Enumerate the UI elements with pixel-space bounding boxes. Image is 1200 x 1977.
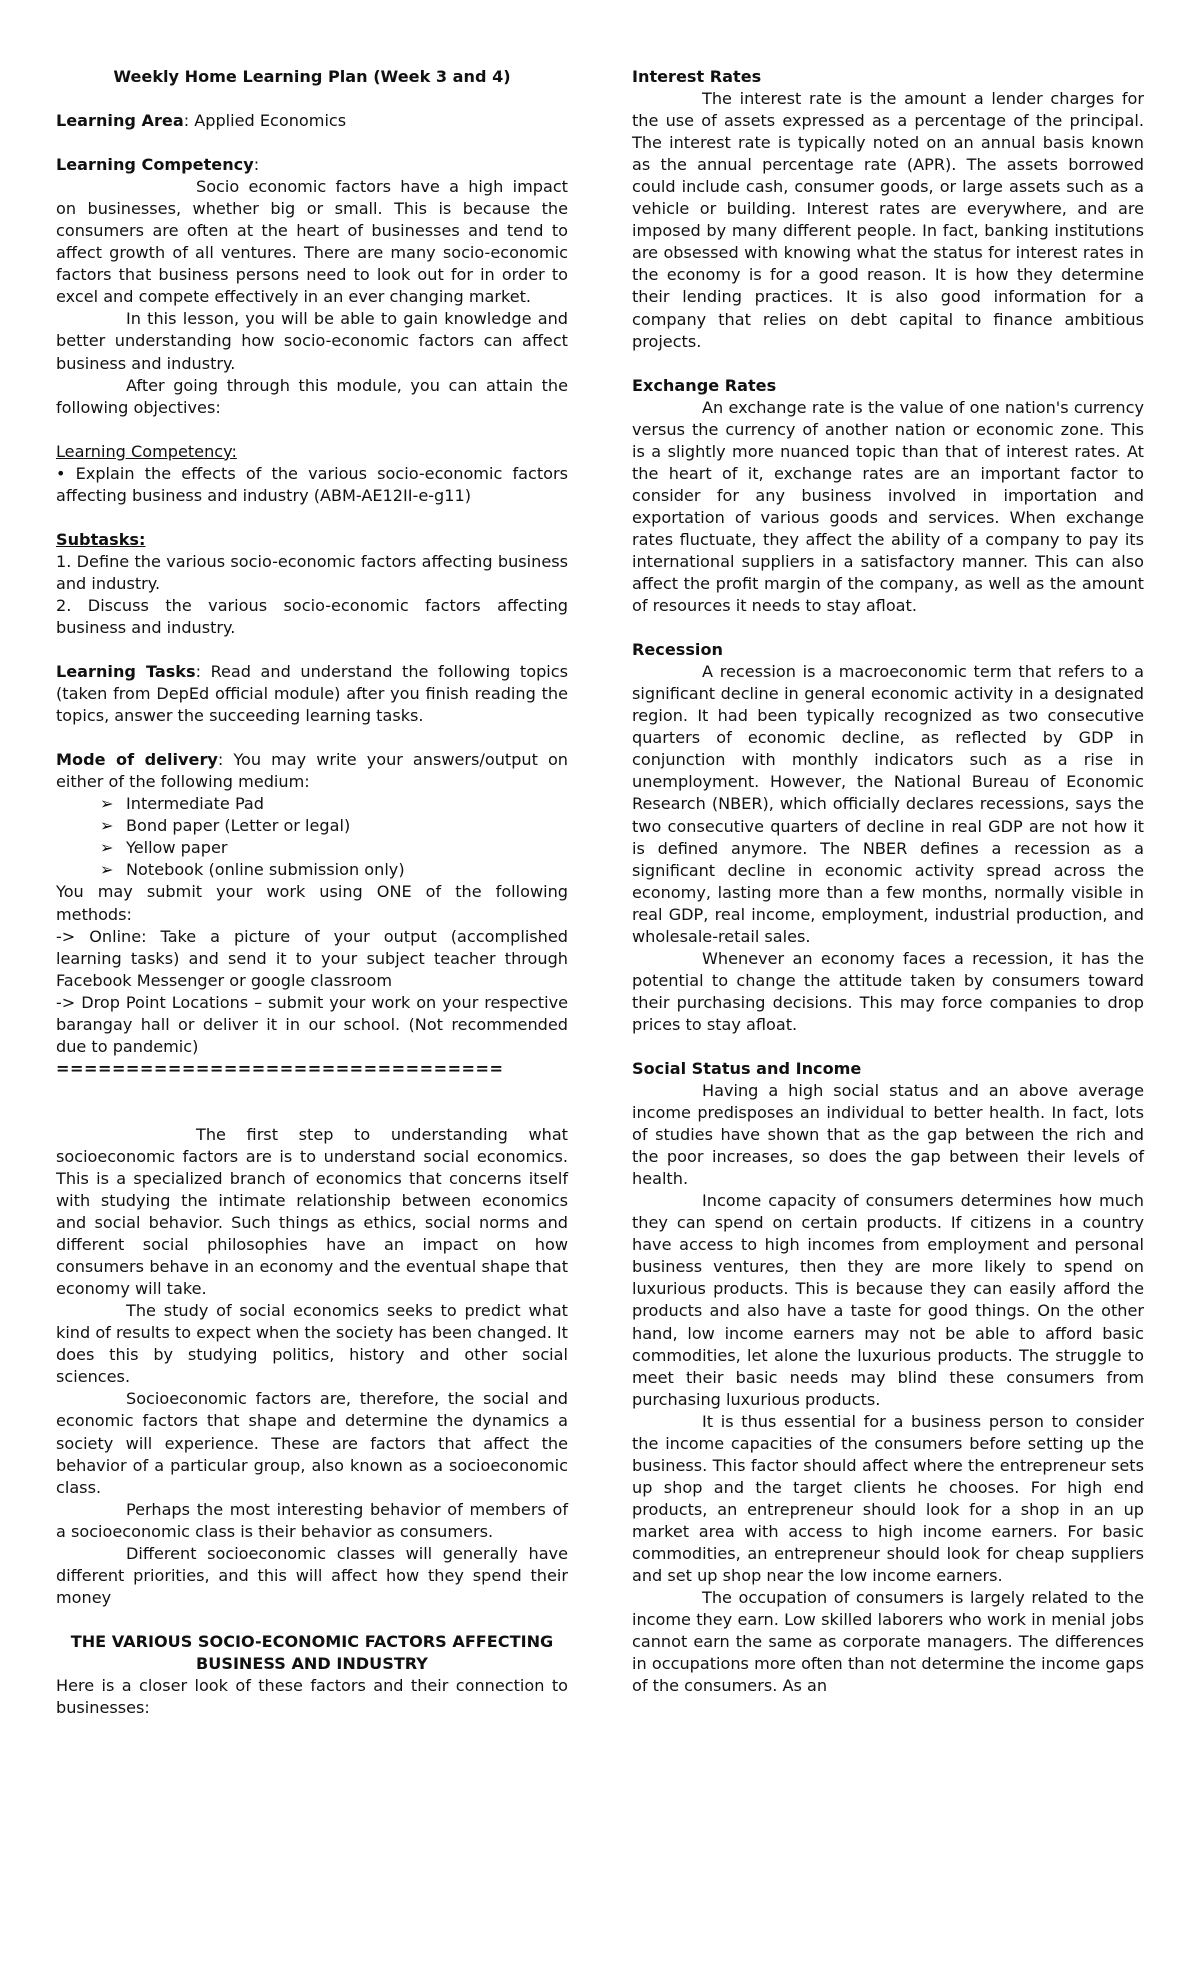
intro-paragraph-4: Perhaps the most interesting behavior of members of a socioeconomic class is their behavior as consumers. bbox=[56, 1499, 568, 1541]
learning-competency-heading bbox=[56, 154, 568, 176]
subtask-item: 1. Define the various socio-economic factors affecting business and industry. bbox=[56, 551, 568, 593]
section-heading-line-2: BUSINESS AND INDUSTRY bbox=[196, 1653, 428, 1673]
learning-area bbox=[56, 110, 568, 132]
exchange-rates-paragraph: An exchange rate is the value of one nation's currency versus the currency of another nation or economic zone. This is a slightly more nuanced topic than that of interest rates. At the heart of it, exchange rates are an important factor to consider for any business involved in importation and exportation of various goods and services. When exchange rates fluctuate, they affect the ability of a company to pay its international suppliers in a satisfactory manner. This can also affect the profit margin of the company, as well as the amount of resources it needs to stay afloat. bbox=[632, 397, 1144, 616]
learning-tasks-paragraph bbox=[56, 661, 568, 727]
page-title: Weekly Home Learning Plan (Week 3 and 4) bbox=[113, 67, 511, 86]
competency-item: • Explain the effects of the various socio-economic factors affecting business and industry (ABM-AE12II-e-g11) bbox=[56, 463, 568, 505]
recession-paragraph-2: Whenever an economy faces a recession, it has the potential to change the attitude taken by consumers toward their purchasing decisions. This may force companies to drop prices to stay afloat. bbox=[632, 948, 1144, 1034]
drop-point-method: -> Drop Point Locations – submit your work on your respective barangay hall or deliver it in our school. (Not recommended due to pandemic) bbox=[56, 992, 568, 1056]
medium-label: Bond paper (Letter or legal) bbox=[126, 816, 351, 836]
learning-area-label: Learning Area bbox=[56, 111, 184, 131]
interest-rates-heading: Interest Rates bbox=[632, 67, 762, 86]
lesson-paragraph: In this lesson, you will be able to gain knowledge and better understanding how socio-economic factors can affect business and industry. bbox=[56, 309, 568, 373]
left-column bbox=[56, 66, 568, 1719]
social-status-paragraph-3: It is thus essential for a business person to consider the income capacities of the consumers before setting up the business. This factor should affect where the entrepreneur sets up shop and the target clients he chooses. For high end products, an entrepreneur should look for a shop in an up market area with access to high income earners. For basic commodities, an entrepreneur should look for cheap suppliers and set up shop near the low income earners. bbox=[632, 1411, 1144, 1586]
learning-competency-label: Learning Competency bbox=[56, 155, 254, 175]
list-item bbox=[56, 815, 568, 837]
recession-heading: Recession bbox=[632, 640, 723, 660]
arrow-bullet-icon: ➢ bbox=[100, 794, 114, 814]
medium-label: Notebook (online submission only) bbox=[126, 860, 405, 880]
list-item bbox=[56, 793, 568, 815]
mode-of-delivery-paragraph bbox=[56, 749, 568, 793]
list-item bbox=[56, 837, 568, 859]
learning-tasks-label: Learning Tasks bbox=[56, 662, 196, 682]
section-heading: THE VARIOUS SOCIO-ECONOMIC FACTORS AFFECTING bbox=[70, 1631, 554, 1651]
intro-paragraph-5: Different socioeconomic classes will generally have different priorities, and this will affect how they spend their money bbox=[56, 1543, 568, 1607]
intro-paragraph-2: The study of social economics seeks to predict what kind of results to expect when the society has been changed. It does this by studying politics, history and other social sciences. bbox=[56, 1301, 568, 1387]
social-status-paragraph-1: Having a high social status and an above average income predisposes an individual to better health. In fact, lots of studies have shown that as the gap between the rich and the poor increases, so does the gap between their levels of health. bbox=[632, 1081, 1144, 1189]
learning-competency-subheading: Learning Competency: bbox=[56, 441, 237, 461]
arrow-bullet-icon: ➢ bbox=[100, 816, 114, 836]
submission-paragraph: You may submit your work using ONE of the following methods: bbox=[56, 882, 568, 924]
exchange-rates-heading: Exchange Rates bbox=[632, 375, 777, 395]
social-status-heading: Social Status and Income bbox=[632, 1058, 862, 1078]
mode-of-delivery-text: : You may write your answers/output on either of the following medium: bbox=[56, 750, 568, 792]
right-column bbox=[632, 66, 1144, 1697]
arrow-bullet-icon: ➢ bbox=[100, 838, 114, 858]
social-status-paragraph-4: The occupation of consumers is largely related to the income they earn. Low skilled laborers who work in menial jobs cannot earn the same as corporate managers. The differences in occupations more often than not determine the income gaps of the consumers. As an bbox=[632, 1588, 1144, 1696]
subtask-item: 2. Discuss the various socio-economic factors affecting business and industry. bbox=[56, 595, 568, 637]
intro-paragraph-3: Socioeconomic factors are, therefore, the social and economic factors that shape and determine the dynamics a society will experience. These are factors that affect the behavior of a particular group, also known as a socioeconomic class. bbox=[56, 1389, 568, 1497]
learning-area-value: : Applied Economics bbox=[183, 111, 347, 131]
competency-paragraph: Socio economic factors have a high impact on businesses, whether big or small. This is because the consumers are often at the heart of businesses and tend to affect growth of all ventures. There are many socio-economic factors that business persons need to look out for in order to excel and compete effectively in an ever changing market. bbox=[56, 177, 568, 307]
arrow-bullet-icon: ➢ bbox=[100, 860, 114, 880]
learning-competency-colon: : bbox=[253, 155, 260, 175]
learning-tasks-text: : Read and understand the following topics (taken from DepEd official module) after you finish reading the topics, answer the succeeding learning tasks. bbox=[56, 662, 568, 726]
intro-paragraph-1: The first step to understanding what socioeconomic factors are is to understand social economics. This is a specialized branch of economics that concerns itself with studying the intimate relationship between economics and social behavior. Such things as ethics, social norms and different social philosophies have an impact on how consumers behave in an economy and the eventual shape that economy will take. bbox=[56, 1124, 568, 1299]
social-status-paragraph-2: Income capacity of consumers determines how much they can spend on certain products. If citizens in a country have access to high incomes from employment and personal business ventures, then they are more likely to spend on luxurious products. This is because they can easily afford the products and also have a taste for good things. On the other hand, low income earners may not be able to afford basic commodities, let alone the luxurious products. The struggle to meet their basic needs may blind these consumers from purchasing luxurious products. bbox=[632, 1191, 1144, 1409]
separator-line: ================================ bbox=[56, 1058, 504, 1078]
medium-label: Intermediate Pad bbox=[126, 794, 265, 814]
medium-list bbox=[56, 793, 568, 881]
objectives-paragraph: After going through this module, you can attain the following objectives: bbox=[56, 375, 568, 417]
subtasks-heading: Subtasks: bbox=[56, 529, 146, 549]
closer-look-paragraph: Here is a closer look of these factors and their connection to businesses: bbox=[56, 1676, 568, 1718]
list-item bbox=[56, 859, 568, 881]
mode-of-delivery-label: Mode of delivery bbox=[56, 750, 218, 770]
recession-paragraph: A recession is a macroeconomic term that refers to a significant decline in general economic activity in a designated region. It had been typically recognized as two consecutive quarters of economic decline, as reflected by GDP in conjunction with monthly indicators such as a rise in unemployment. However, the National Bureau of Economic Research (NBER), which officially declares recessions, says the two consecutive quarters of decline in real GDP are not how it is defined anymore. The NBER defines a recession as a significant decline in economic activity spread across the economy, lasting more than a few months, normally visible in real GDP, real income, employment, industrial production, and wholesale-retail sales. bbox=[632, 662, 1144, 946]
interest-rates-paragraph: The interest rate is the amount a lender charges for the use of assets expressed as a percentage of the principal. The interest rate is typically noted on an annual basis known as the annual percentage rate (APR). The assets borrowed could include cash, consumer goods, or large assets such as a vehicle or building. Interest rates are everywhere, and are imposed by many different people. In fact, banking institutions are obsessed with knowing what the status for interest rates in the economy is for a good reason. It is how they determine their lending practices. It is also good information for a company that relies on debt capital to finance ambitious projects. bbox=[632, 89, 1144, 351]
online-method: -> Online: Take a picture of your output (accomplished learning tasks) and send it to your subject teacher through Facebook Messenger or google classroom bbox=[56, 926, 568, 990]
medium-label: Yellow paper bbox=[126, 838, 228, 858]
